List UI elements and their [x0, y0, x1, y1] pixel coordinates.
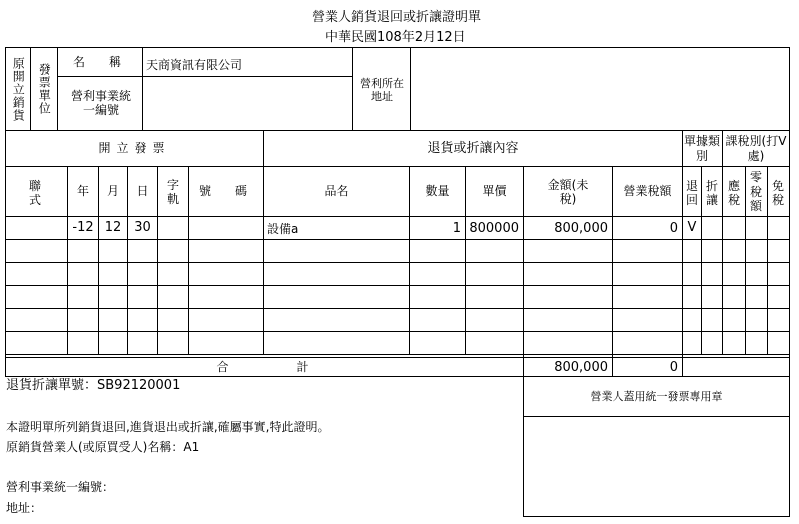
cell-qty: 1	[452, 220, 461, 236]
col-zero-rate: 零稅額	[749, 170, 762, 214]
return-number: 退貨折讓單號：SB92120001	[6, 378, 181, 393]
document-date: 中華民國108年2月12日	[325, 30, 466, 45]
total-amount: 800,000	[554, 359, 608, 375]
col-track: 字軌	[166, 177, 179, 206]
col-product: 品名	[324, 184, 349, 199]
col-copy: 聯式	[28, 178, 41, 207]
seller-name-value: 天商資訊有限公司	[146, 58, 243, 72]
cell-unit-price: 800000	[469, 220, 519, 236]
seller-side-label: 原開立銷貨	[11, 56, 26, 122]
col-exempt: 免稅	[771, 178, 784, 207]
col-taxable: 應稅	[727, 178, 740, 207]
cell-day: 30	[134, 220, 151, 236]
buyer-address: 地址：	[6, 501, 43, 515]
buyer-name: 原銷貨營業人(或原買受人)名稱：A1	[6, 440, 200, 454]
col-allowance: 折讓	[705, 178, 718, 207]
col-number: 號 碼	[198, 184, 253, 199]
cell-year: -12	[72, 220, 94, 236]
col-return: 退回	[686, 178, 699, 207]
seller-tax-id-value	[143, 77, 352, 130]
seller-address-value	[411, 48, 789, 130]
seller-unit-label: 發票單位	[37, 63, 52, 115]
total-label: 合 計	[216, 359, 313, 374]
cell-amount: 800,000	[554, 220, 608, 236]
stamp-label: 營業人蓋用統一發票專用章	[590, 389, 723, 403]
cell-product: 設備a	[267, 221, 299, 236]
col-year: 年	[76, 184, 89, 199]
col-qty: 數量	[425, 184, 450, 199]
cell-tax: 0	[669, 220, 678, 236]
header-return-group: 退貨或折讓內容	[427, 140, 519, 156]
total-tax: 0	[669, 359, 678, 375]
header-invoice-group: 開立發票	[98, 141, 171, 156]
certification-statement: 本證明單所列銷貨退回,進貨退出或折讓,確屬事實,特此證明。	[6, 420, 330, 434]
header-tax-type-group: 課稅別(打V處)	[725, 134, 787, 163]
cell-month: 12	[104, 220, 122, 236]
document-title: 營業人銷貨退回或折讓證明單	[312, 10, 482, 25]
col-amount: 金額(未稅)	[547, 177, 589, 206]
col-month: 月	[106, 184, 119, 199]
buyer-tax-id: 營利事業統一編號：	[6, 480, 115, 494]
seller-tax-id-label: 營利事業統一編號	[70, 88, 131, 117]
header-doc-type-group: 單據類別	[683, 134, 720, 163]
col-tax: 營業稅額	[623, 184, 672, 199]
cell-return-check: V	[687, 220, 697, 236]
seller-address-label: 營利所在地址	[360, 76, 404, 103]
seller-name-label: 名 稱	[72, 54, 127, 69]
col-unit-price: 單價	[482, 184, 507, 199]
col-day: 日	[136, 184, 149, 199]
